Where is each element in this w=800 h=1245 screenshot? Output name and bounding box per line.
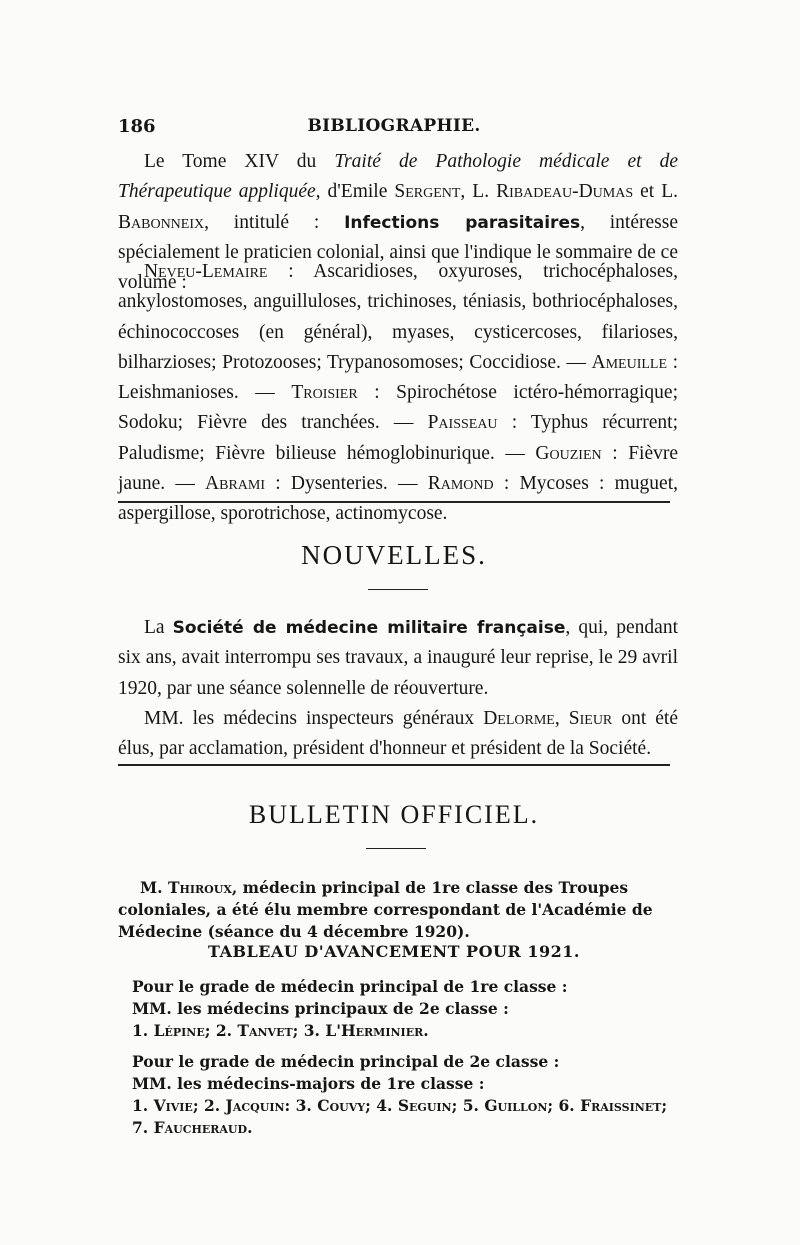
- text-run: d'Emile: [320, 181, 395, 203]
- person-name: Tanvet: [237, 1021, 293, 1040]
- title-underline: [366, 848, 426, 849]
- section-divider: [118, 764, 670, 766]
- news-paragraph: [118, 613, 678, 704]
- text-run: , qui, pendant six ans, avait interrompu ses travaux, a inauguré leur reprise, le 29 avril 1920, par une séance solennelle de réouverture.: [118, 617, 678, 699]
- person-name: Jacquin: [225, 1096, 285, 1115]
- author-name: Abrami: [205, 473, 266, 495]
- text-run: , médecin principal de 1re classe des Troupes coloniales, a été élu membre correspondant de l'Académie de Médecine (séance du 4 décembre 1920).: [118, 878, 653, 941]
- promotion-section: [118, 1051, 678, 1139]
- names-list: [118, 1095, 678, 1139]
- names-list: [118, 1020, 678, 1042]
- page-header: [118, 116, 670, 140]
- person-name: Lépine: [153, 1021, 205, 1040]
- bulletin-paragraph: [118, 877, 678, 943]
- text-run: ; 3.: [292, 1021, 326, 1040]
- text-run: MM. les médecins inspecteurs généraux: [144, 708, 484, 729]
- text-run: : 3.: [284, 1096, 318, 1115]
- text-run: : Fièvre jaune. —: [118, 442, 679, 495]
- section-title-nouvelles: NOUVELLES.: [301, 540, 487, 570]
- summary-paragraph: [118, 257, 678, 530]
- text-run: , L.: [460, 181, 497, 203]
- section-divider: [118, 501, 670, 503]
- text-run: ; 2.: [204, 1021, 238, 1040]
- author-name: Ramond: [427, 473, 494, 495]
- person-name: Sieur: [568, 708, 613, 729]
- text-run: : Ascaridioses, oxyuroses, trichocéphaloses, ankylostomoses, anguilluloses, trichinoses, téniasis, bothriocéphaloses, échinococcoses (en général), myases, cysticercoses, filarioses, bilharzioses; Protozooses; Trypanosomoses; Coccidiose. —: [118, 261, 678, 373]
- author-name: Ribadeau-Dumas: [496, 181, 634, 203]
- author-name: Paisseau: [427, 412, 498, 434]
- text-run: : Dysenteries. —: [265, 473, 428, 495]
- running-title: BIBLIOGRAPHIE.: [307, 116, 481, 136]
- text-run: 1.: [132, 1021, 154, 1040]
- person-name: Delorme: [483, 708, 555, 729]
- text-run: , intéresse spécialement le praticien colonial, ainsi que l'indique le sommaire de ce volume :: [118, 211, 678, 294]
- text-run: M.: [140, 878, 168, 897]
- text-run: ; 2.: [192, 1096, 226, 1115]
- text-run: ont été élus, par acclamation, président d'honneur et président de la Société.: [118, 708, 678, 760]
- person-name: Couvy: [317, 1096, 366, 1115]
- author-name: Neveu-Lemaire: [144, 261, 268, 282]
- author-name: Troisier: [291, 382, 358, 404]
- text-run: et L.: [633, 181, 678, 203]
- text-run: ; 5.: [451, 1096, 485, 1115]
- person-name: Thiroux: [167, 878, 232, 897]
- text-run: Le Tome XIV du: [144, 151, 335, 172]
- author-name: Ameuille: [591, 351, 668, 373]
- text-run: ; 6.: [547, 1096, 581, 1115]
- text-run: : Typhus récurrent; Paludisme; Fièvre bilieuse hémoglobinurique. —: [118, 412, 678, 464]
- text-run: La: [144, 617, 173, 638]
- person-name: Faucheraud: [153, 1118, 248, 1137]
- text-run: , intitulé :: [204, 211, 345, 233]
- list-heading: MM. les médecins principaux de 2e classe :: [132, 999, 509, 1018]
- grade-line: Pour le grade de médecin principal de 1re classe :: [132, 977, 568, 996]
- news-paragraph: [118, 704, 678, 765]
- author-name: Babonneix: [118, 211, 205, 233]
- society-name: Société de médecine militaire française: [172, 618, 566, 638]
- book-title: Traité de Pathologie médicale et de Thérapeutique appliquée,: [118, 151, 678, 203]
- list-heading: MM. les médecins-majors de 1re classe :: [132, 1074, 485, 1093]
- person-name: Fraissinet: [580, 1096, 662, 1115]
- author-name: Gouzien: [535, 442, 602, 464]
- author-name: Sergent: [394, 181, 461, 203]
- grade-line: Pour le grade de médecin principal de 2e classe :: [132, 1052, 560, 1071]
- text-run: : Leishmanioses. —: [118, 351, 678, 404]
- person-name: Guillon: [484, 1096, 548, 1115]
- text-run: ; 7.: [132, 1096, 668, 1137]
- section-title-bulletin: BULLETIN OFFICIEL.: [248, 800, 540, 829]
- person-name: L'Herminier: [325, 1021, 424, 1040]
- text-run: 1.: [132, 1096, 154, 1115]
- text-run: ,: [554, 708, 569, 729]
- promotion-section: [118, 976, 678, 1042]
- text-run: .: [423, 1021, 429, 1040]
- title-underline: [368, 589, 428, 590]
- tableau-title: TABLEAU D'AVANCEMENT POUR 1921.: [208, 942, 580, 961]
- text-run: .: [247, 1118, 253, 1137]
- text-run: ; 4.: [365, 1096, 398, 1115]
- person-name: Seguin: [397, 1096, 452, 1115]
- text-run: : Mycoses : muguet, aspergillose, sporotrichose, actinomycose.: [118, 473, 678, 525]
- text-run: : Spirochétose ictéro-hémorragique; Sodoku; Fièvre des tranchées. —: [118, 382, 679, 434]
- person-name: Vivie: [153, 1096, 193, 1115]
- volume-subtitle: Infections parasitaires: [344, 212, 581, 233]
- page-number: 186: [118, 116, 156, 137]
